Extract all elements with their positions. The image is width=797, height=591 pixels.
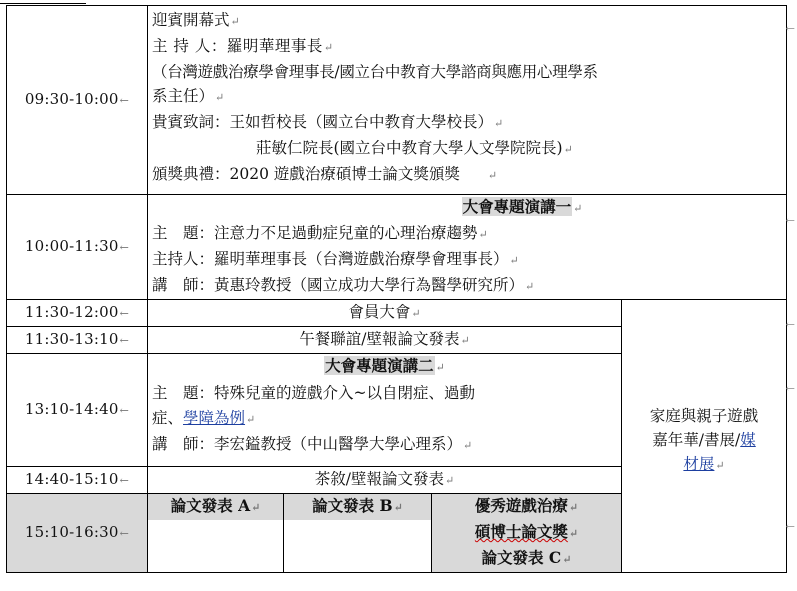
opening-award: 頒獎典禮：2020 遊戲治療碩博士論文獎頒獎 ↵ xyxy=(152,165,498,183)
cell-mark: ← xyxy=(119,474,130,487)
side-event-line3: 材展↵ xyxy=(683,455,725,473)
opening-title: 迎賓開幕式↵ xyxy=(152,11,240,29)
time-text: 14:40-15:10 xyxy=(24,470,119,488)
opening-content xyxy=(148,6,787,195)
side-event-link-cont[interactable]: 材展 xyxy=(683,455,715,473)
keynote1-heading: 大會專題演講一 ↵ xyxy=(462,197,583,216)
paper-c-line3: 論文發表 C↵ xyxy=(481,548,572,567)
members-cell: 會員大會↵ xyxy=(148,300,622,327)
paper-session-a-cell xyxy=(148,494,284,573)
side-event-link[interactable]: 媒 xyxy=(740,431,756,449)
lunch-cell: 午餐聯誼/壁報論文發表↵ xyxy=(148,327,622,354)
cell-mark: ← xyxy=(119,334,130,347)
row-end-mark: ← xyxy=(785,22,795,35)
cell-mark: ← xyxy=(119,307,130,320)
keynote2-content xyxy=(148,354,622,467)
time-text: 10:00-11:30 xyxy=(24,237,119,255)
keynote2-topic: 主 題：特殊兒童的遊戲介入~以自閉症、過動 xyxy=(152,384,475,402)
time-cell xyxy=(7,300,148,327)
keynote2-topic-link[interactable]: 學障為例 xyxy=(183,409,246,427)
opening-guest-speech: 貴賓致詞：王如哲校長（國立台中教育大學校長）↵ xyxy=(152,113,504,131)
time-text: 15:10-16:30 xyxy=(24,523,119,541)
time-cell xyxy=(7,494,148,573)
tea-cell: 茶敘/壁報論文發表↵ xyxy=(148,467,622,494)
keynote1-content xyxy=(148,195,787,300)
keynote1-topic: 主 題：注意力不足過動症兒童的心理治療趨勢↵ xyxy=(152,224,488,242)
side-event-line2: 嘉年華/書展/媒 xyxy=(652,431,756,449)
keynote2-topic-cont: 症、學障為例↵ xyxy=(152,409,256,427)
cell-mark: ← xyxy=(119,241,130,254)
time-text: 11:30-12:00 xyxy=(24,303,119,321)
row-end-mark: ← xyxy=(785,382,795,395)
paper-session-a: 論文發表 A↵ xyxy=(148,494,283,520)
keynote2-heading: 大會專題演講二 ↵ xyxy=(325,356,445,375)
paper-session-b: 論文發表 B↵ xyxy=(284,494,431,520)
row-members xyxy=(7,300,787,327)
time-cell xyxy=(7,327,148,354)
opening-host-title-cont: 系主任）↵ xyxy=(152,87,225,105)
time-text: 11:30-13:10 xyxy=(24,330,119,348)
time-text: 13:10-14:40 xyxy=(24,400,119,418)
row-keynote1 xyxy=(7,195,787,300)
keynote1-host: 主持人：羅明華理事長（台灣遊戲治療學會理事長）↵ xyxy=(152,250,519,268)
opening-host-title: （台灣遊戲治療學會理事長/國立台中教育大學諮商與應用心理學系 xyxy=(152,63,598,81)
opening-guest-2: 莊敏仁院長(國立台中教育大學人文學院院長)↵ xyxy=(256,139,573,157)
row-end-mark: ← xyxy=(785,318,795,331)
row-opening xyxy=(7,6,787,195)
time-text: 09:30-10:00 xyxy=(24,90,119,108)
time-cell xyxy=(7,6,148,195)
tea-text: 茶敘/壁報論文發表 xyxy=(314,470,444,488)
keynote1-speaker: 講 師：黃惠玲教授（國立成功大學行為醫學研究所）↵ xyxy=(152,276,535,294)
previous-table-edge xyxy=(0,0,86,4)
time-cell xyxy=(7,467,148,494)
cell-mark: ← xyxy=(119,527,130,540)
opening-host: 主 持 人：羅明華理事長↵ xyxy=(152,37,334,55)
cell-mark: ← xyxy=(119,404,130,417)
cell-mark: ← xyxy=(119,94,130,107)
paper-c-line1: 優秀遊戲治療↵ xyxy=(474,496,579,515)
schedule-table xyxy=(6,5,787,573)
side-event-cell xyxy=(622,300,787,573)
time-cell xyxy=(7,195,148,300)
row-end-mark: ← xyxy=(785,520,795,533)
keynote2-speaker: 講 師：李宏鎰教授（中山醫學大學心理系）↵ xyxy=(152,435,473,453)
paper-session-c xyxy=(432,494,622,573)
paper-c-line2: 碩博士論文獎↵ xyxy=(474,522,579,541)
side-event-line1: 家庭與親子遊戲 xyxy=(649,407,759,425)
paper-session-b-cell xyxy=(284,494,432,573)
lunch-text: 午餐聯誼/壁報論文發表 xyxy=(299,330,460,348)
time-cell xyxy=(7,354,148,467)
members-text: 會員大會 xyxy=(348,303,411,321)
row-end-mark: ← xyxy=(785,214,795,227)
